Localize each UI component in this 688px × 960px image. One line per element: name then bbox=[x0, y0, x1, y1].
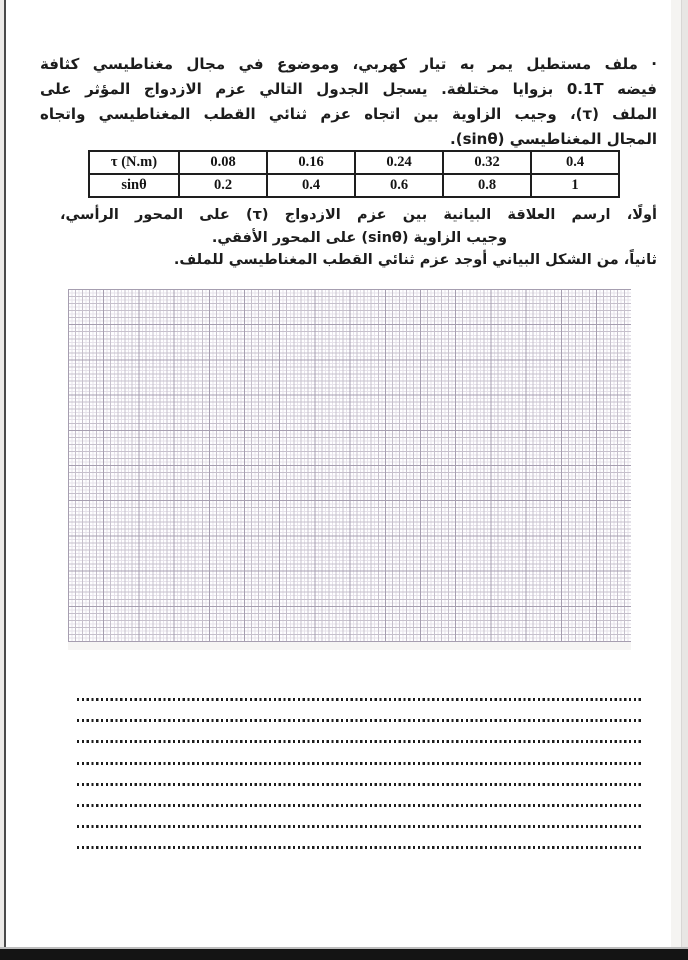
table-cell: 0.16 bbox=[267, 151, 355, 174]
statement-line: المجال المغناطيسي (sinθ). bbox=[450, 130, 657, 148]
table-cell: 0.6 bbox=[355, 174, 443, 197]
page-right-edge bbox=[681, 0, 688, 960]
table-cell: 0.32 bbox=[443, 151, 531, 174]
table-row-sine bbox=[89, 174, 619, 197]
statement-line: · ملف مستطيل يمر به تيار كهربي، وموضوع في مجال مغناطيسي كثافة bbox=[40, 55, 657, 73]
table-cell: 0.2 bbox=[179, 174, 267, 197]
page-right-shade bbox=[671, 0, 681, 960]
task-first-continuation: وجيب الزاوية (sinθ) على المحور الأفقي. bbox=[211, 229, 507, 246]
data-table bbox=[88, 150, 620, 198]
table-cell: 0.24 bbox=[355, 151, 443, 174]
table-cell: 0.4 bbox=[267, 174, 355, 197]
page-left-edge-line bbox=[4, 0, 6, 960]
answer-dotted-line bbox=[77, 762, 643, 765]
statement-line: الملف (τ)، وجيب الزاوية بين اتجاه عزم ثنائي القطب المغناطيسي واتجاه bbox=[40, 105, 657, 123]
table-cell: 0.4 bbox=[531, 151, 619, 174]
answer-dotted-line bbox=[77, 846, 643, 849]
table-cell: 0.8 bbox=[443, 174, 531, 197]
page-bottom-bar bbox=[0, 949, 688, 960]
table-cell: 1 bbox=[531, 174, 619, 197]
task-first: أولًا، ارسم العلاقة البيانية بين عزم الازدواج (τ) على المحور الرأسي، bbox=[60, 207, 657, 223]
task-second: ثانياً، من الشكل البياني أوجد عزم ثنائي القطب المغناطيسي للملف. bbox=[173, 252, 657, 268]
answer-lines bbox=[77, 698, 643, 854]
answer-dotted-line bbox=[77, 825, 643, 828]
answer-dotted-line bbox=[77, 783, 643, 786]
graph-paper-shadow bbox=[68, 642, 631, 650]
table-header-sine: sinθ bbox=[89, 174, 179, 197]
graph-paper-grid bbox=[68, 289, 631, 642]
answer-dotted-line bbox=[77, 804, 643, 807]
task-instructions bbox=[60, 204, 657, 272]
answer-dotted-line bbox=[77, 698, 643, 701]
table-cell: 0.08 bbox=[179, 151, 267, 174]
answer-dotted-line bbox=[77, 740, 643, 743]
problem-statement bbox=[40, 52, 657, 152]
table-header-torque: τ (N.m) bbox=[89, 151, 179, 174]
table-row-torque bbox=[89, 151, 619, 174]
statement-line: فيضه 0.1T بزوايا مختلفة. يسجل الجدول التالي عزم الازدواج المؤثر على bbox=[40, 80, 657, 98]
answer-dotted-line bbox=[77, 719, 643, 722]
